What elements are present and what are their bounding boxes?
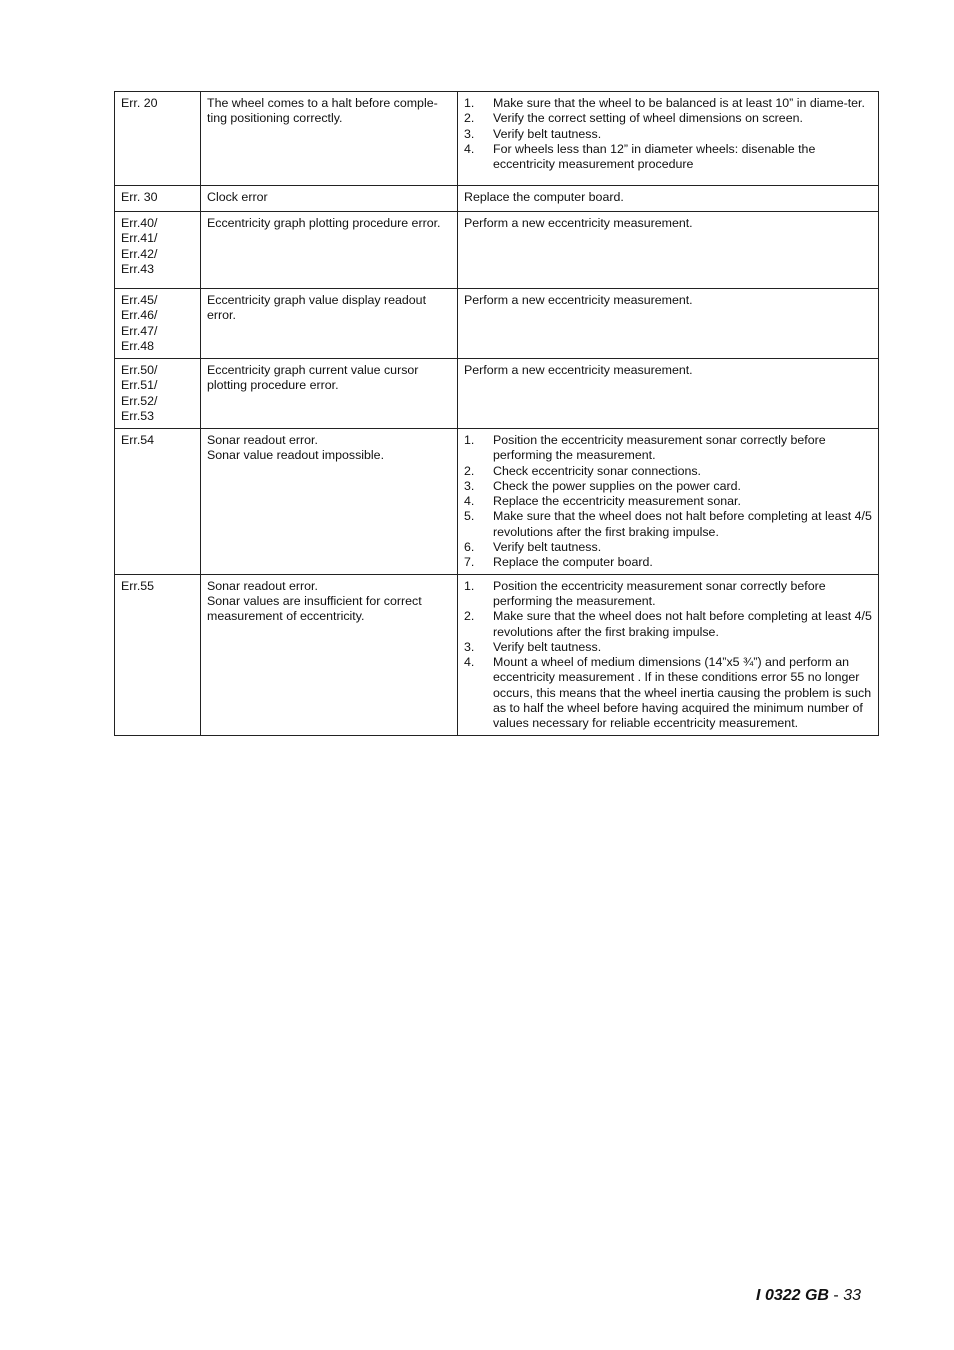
remedy-step [464, 579, 873, 610]
remedy-step [464, 142, 873, 173]
error-table-body [115, 92, 879, 736]
error-row [115, 574, 879, 735]
step-text: Position the eccentricity measurement sonar correctly before performing the measurement. [493, 578, 826, 608]
step-number: 3. [464, 126, 475, 141]
remedy-cell [458, 92, 879, 186]
error-description: Sonar values are insufficient for correct measurement of eccentricity. [207, 593, 422, 624]
error-description: Sonar readout error. [207, 578, 318, 593]
step-text: Replace the eccentricity measurement sonar. [493, 494, 741, 509]
error-description: Sonar value readout impossible. [207, 448, 385, 463]
remedy-step [464, 433, 873, 464]
step-number: 5. [464, 509, 475, 524]
error-description: Sonar readout error. [207, 433, 318, 447]
remedy-step [464, 655, 873, 731]
step-text: Verify belt tautness. [493, 126, 602, 141]
step-number: 3. [464, 639, 475, 654]
remedy-step [464, 127, 873, 142]
step-text: Mount a wheel of medium dimensions (14”x5 ¾”) and perform an eccentricity measurement . If in these conditions error 55 no longer occurs, this means that the wheel inertia causing the problem is such as to half the wheel before having acquired the minimum number of values necessary for reliable eccentricity measurement. [493, 655, 872, 731]
error-code: Err.40/ [121, 216, 158, 230]
error-description: Clock error [207, 190, 268, 204]
error-code-cell [115, 574, 201, 735]
page-number: 33 [843, 1287, 861, 1304]
step-text: Check eccentricity sonar connections. [493, 463, 701, 478]
error-description-cell [201, 289, 458, 359]
error-code: Err. 20 [121, 96, 158, 110]
remedy-step [464, 640, 873, 655]
remedy-step [464, 609, 873, 640]
remedy-step [464, 96, 873, 111]
error-code: Err.47/ [121, 323, 158, 338]
manual-code: I 0322 GB [756, 1287, 829, 1304]
remedy-cell [458, 429, 879, 575]
remedy-step [464, 555, 873, 570]
remedy-cell [458, 289, 879, 359]
remedy-step [464, 509, 873, 540]
step-text: Verify the correct setting of wheel dimensions on screen. [493, 111, 803, 126]
remedy-cell [458, 212, 879, 289]
error-code-cell [115, 212, 201, 289]
error-code: Err.43 [121, 261, 155, 276]
step-number: 3. [464, 478, 475, 493]
error-description-cell [201, 212, 458, 289]
error-code-cell [115, 289, 201, 359]
error-code-cell [115, 429, 201, 575]
error-description: Eccentricity graph plotting procedure error. [207, 216, 441, 230]
error-code: Err.53 [121, 408, 155, 423]
step-number: 7. [464, 555, 475, 570]
error-description-cell [201, 92, 458, 186]
error-code: Err.55 [121, 578, 155, 593]
step-text: Verify belt tautness. [493, 540, 602, 555]
error-code-cell [115, 359, 201, 429]
error-description-cell [201, 574, 458, 735]
step-number: 4. [464, 141, 475, 156]
error-code: Err.50/ [121, 363, 158, 377]
error-description: Eccentricity graph current value cursor plotting procedure error. [207, 363, 419, 393]
step-number: 4. [464, 494, 475, 509]
remedy-step [464, 494, 873, 509]
remedy-cell [458, 359, 879, 429]
error-code-table [114, 91, 879, 736]
step-number: 4. [464, 655, 475, 670]
step-number: 2. [464, 463, 475, 478]
footer-separator: - [828, 1287, 844, 1304]
remedy-step [464, 111, 873, 126]
error-code: Err.42/ [121, 246, 158, 261]
error-description-cell [201, 186, 458, 212]
error-row [115, 212, 879, 289]
step-text: Check the power supplies on the power card. [493, 478, 741, 493]
remedy-steps [464, 433, 873, 571]
remedy-steps [464, 579, 873, 732]
remedy-steps [464, 96, 873, 172]
remedy-text: Perform a new eccentricity measurement. [464, 363, 693, 377]
error-row [115, 289, 879, 359]
step-number: 2. [464, 609, 475, 624]
step-text: For wheels less than 12” in diameter wheels: disenable the eccentricity measurement procedure [493, 141, 816, 172]
error-description-cell [201, 429, 458, 575]
error-code-cell [115, 186, 201, 212]
step-text: Position the eccentricity measurement sonar correctly before performing the measurement. [493, 433, 826, 463]
error-description: Eccentricity graph value display readout error. [207, 293, 427, 323]
remedy-text: Perform a new eccentricity measurement. [464, 293, 693, 307]
page-footer [756, 1287, 861, 1305]
error-code: Err.48 [121, 338, 155, 353]
step-number: 1. [464, 578, 475, 593]
step-number: 6. [464, 540, 475, 555]
step-number: 1. [464, 433, 475, 447]
error-row [115, 429, 879, 575]
remedy-text: Replace the computer board. [464, 190, 624, 204]
error-code: Err.51/ [121, 378, 158, 393]
error-code: Err.54 [121, 433, 155, 447]
step-number: 1. [464, 96, 475, 110]
error-row [115, 359, 879, 429]
step-text: Make sure that the wheel does not halt before completing at least 4/5 revolutions after the first braking impulse. [493, 509, 872, 539]
step-text: Replace the computer board. [493, 555, 653, 570]
error-code: Err.41/ [121, 231, 158, 246]
error-code: Err. 30 [121, 190, 158, 204]
error-description: The wheel comes to a halt before comple-ting positioning correctly. [207, 96, 438, 126]
step-number: 2. [464, 111, 475, 126]
error-description-cell [201, 359, 458, 429]
error-row [115, 186, 879, 212]
error-code: Err.52/ [121, 393, 158, 408]
remedy-step [464, 479, 873, 494]
step-text: Verify belt tautness. [493, 639, 602, 654]
remedy-cell [458, 186, 879, 212]
remedy-step [464, 540, 873, 555]
remedy-text: Perform a new eccentricity measurement. [464, 216, 693, 230]
remedy-cell [458, 574, 879, 735]
remedy-step [464, 464, 873, 479]
error-code: Err.45/ [121, 293, 158, 307]
error-row [115, 92, 879, 186]
step-text: Make sure that the wheel to be balanced is at least 10” in diame-ter. [493, 96, 865, 110]
error-code-cell [115, 92, 201, 186]
step-text: Make sure that the wheel does not halt before completing at least 4/5 revolutions after the first braking impulse. [493, 609, 872, 639]
error-code: Err.46/ [121, 308, 158, 323]
